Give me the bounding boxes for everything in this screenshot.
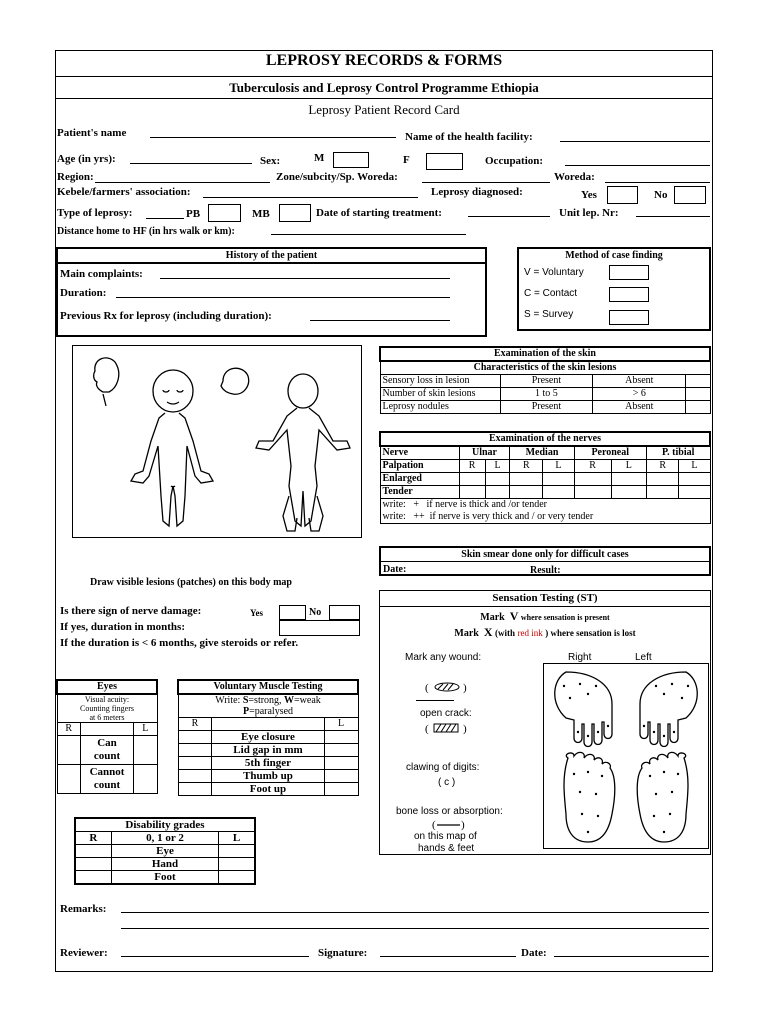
note-write: write: <box>382 499 406 510</box>
eye-cell[interactable] <box>57 736 80 765</box>
sex-m-box[interactable] <box>333 152 369 168</box>
red-ink-text: red ink <box>517 628 543 638</box>
duration-field[interactable] <box>116 297 450 298</box>
tender-label: Tender <box>380 486 459 499</box>
nerve-cell[interactable] <box>459 486 485 499</box>
divider <box>55 98 713 99</box>
skin-exam-table <box>379 346 711 414</box>
col-l: L <box>543 460 574 473</box>
disability-title: Disability grades <box>75 818 255 832</box>
col-l: L <box>485 460 510 473</box>
legend-text: =strong, <box>248 695 285 706</box>
svg-text:): ) <box>463 723 467 735</box>
sex-f-box[interactable] <box>426 153 463 170</box>
nerve-damage-no-box[interactable] <box>329 605 360 620</box>
diagnosed-label: Leprosy diagnosed: <box>431 186 523 198</box>
form-title: LEPROSY RECORDS & FORMS <box>265 52 503 69</box>
skin-row-check[interactable] <box>686 401 710 414</box>
sensation-mark-lost <box>379 625 711 640</box>
cannot-count <box>80 765 133 794</box>
body-map-figures <box>73 346 361 537</box>
cannot-line: Cannot <box>89 766 125 778</box>
divider <box>55 76 713 77</box>
wound-line <box>416 700 454 701</box>
pb-label: PB <box>186 208 201 220</box>
previous-rx-field[interactable] <box>310 320 450 321</box>
right-label: Right <box>568 652 592 663</box>
review-date-field[interactable] <box>554 956 709 957</box>
nerve-cell[interactable] <box>574 486 611 499</box>
diagnosed-no-box[interactable] <box>674 186 706 204</box>
body-map-box[interactable] <box>72 345 362 538</box>
eye-cell[interactable] <box>134 736 157 765</box>
note-text: if nerve is very thick and / or very tender <box>429 511 594 522</box>
legend-text: =paralysed <box>249 706 294 717</box>
col-l: L <box>611 460 646 473</box>
skin-row-label: Number of skin lesions <box>380 388 500 401</box>
diagnosed-no-label: No <box>654 189 668 201</box>
svg-text:(: ( <box>425 682 429 694</box>
open-crack-label: open crack: <box>420 708 472 719</box>
bone-loss-label: bone loss or absorption: <box>396 806 503 817</box>
remarks-field[interactable] <box>121 928 709 929</box>
table-row <box>380 486 710 499</box>
vmt-item: Thumb up <box>212 770 324 783</box>
nerve-exam-title: Examination of the nerves <box>380 432 710 446</box>
nerve-label: Nerve <box>380 446 459 460</box>
skin-row-check[interactable] <box>686 375 710 388</box>
smear-date-label[interactable]: Date: <box>383 564 407 575</box>
nerve-cell[interactable] <box>510 473 543 486</box>
nerve-median: Median <box>510 446 574 460</box>
mb-label: MB <box>252 208 270 220</box>
skin-exam-subtitle: Characteristics of the skin lesions <box>380 361 710 375</box>
on-map-line-2: hands & feet <box>418 843 475 854</box>
skin-row-option[interactable]: > 6 <box>593 388 686 401</box>
mark-text: ) where sensation is lost <box>545 628 636 638</box>
table-row <box>57 736 157 765</box>
grade-cell[interactable] <box>219 845 255 858</box>
reviewer-label: Reviewer: <box>60 947 108 959</box>
col-r: R <box>646 460 679 473</box>
table-row <box>380 401 710 414</box>
card-title: Leprosy Patient Record Card <box>308 102 460 117</box>
table-row <box>178 783 358 796</box>
complaints-field[interactable] <box>160 278 450 279</box>
unit-nr-field[interactable] <box>636 216 710 217</box>
nerve-damage-yes: Yes <box>250 608 263 618</box>
can-count <box>80 736 133 765</box>
table-row <box>75 858 255 871</box>
type-label: Type of leprosy: <box>57 207 133 219</box>
note-write: write: <box>382 511 406 522</box>
nerve-damage-no: No <box>309 607 322 618</box>
mb-box[interactable] <box>279 204 311 222</box>
vmt-item: Eye closure <box>212 731 324 744</box>
nerve-note-2 <box>380 511 710 524</box>
grade-cell[interactable] <box>75 871 111 885</box>
vmt-cell[interactable] <box>178 770 212 783</box>
wound-symbol-icon <box>425 680 470 694</box>
nerve-cell[interactable] <box>485 473 510 486</box>
mark-text: where sensation is present <box>520 613 610 622</box>
eyes-title: Eyes <box>57 680 157 694</box>
patient-name-field[interactable] <box>150 137 396 138</box>
start-date-label: Date of starting treatment: <box>316 207 442 219</box>
nerve-ulnar: Ulnar <box>459 446 510 460</box>
can-line: Can <box>97 737 117 749</box>
diagnosed-yes-box[interactable] <box>607 186 638 204</box>
sensation-mark-present <box>379 609 711 624</box>
age-field[interactable] <box>130 163 252 164</box>
table-row <box>178 744 358 757</box>
skin-row-label: Sensory loss in lesion <box>380 375 500 388</box>
nerve-cell[interactable] <box>646 473 679 486</box>
divider <box>379 561 711 562</box>
vmt-cell[interactable] <box>178 783 212 796</box>
table-row <box>178 757 358 770</box>
crack-symbol-icon <box>425 721 470 735</box>
type-field[interactable] <box>146 218 184 219</box>
col-l: L <box>134 723 157 736</box>
hands-feet-icon <box>544 664 708 848</box>
table-row <box>380 375 710 388</box>
vmt-cell[interactable] <box>324 783 358 796</box>
skin-row-option[interactable]: Absent <box>593 375 686 388</box>
vmt-cell[interactable] <box>324 731 358 744</box>
kebele-label: Kebele/farmers' association: <box>57 186 191 198</box>
note-symbol: ++ <box>413 511 425 522</box>
col-r: R <box>57 723 80 736</box>
left-label: Left <box>635 652 652 663</box>
svg-text:): ) <box>461 819 465 831</box>
divider <box>379 606 711 607</box>
grade-cell[interactable] <box>219 858 255 871</box>
woreda-label: Woreda: <box>554 171 595 183</box>
remarks-field[interactable] <box>121 912 709 913</box>
vmt-cell[interactable] <box>178 757 212 770</box>
acuity-line: Counting fingers <box>80 704 134 713</box>
case-voluntary-box[interactable] <box>609 265 649 280</box>
vmt-cell[interactable] <box>178 744 212 757</box>
vmt-item: Foot up <box>212 783 324 796</box>
distance-label: Distance home to HF (in hrs walk or km): <box>57 226 235 237</box>
svg-text:(: ( <box>432 819 436 831</box>
vmt-cell[interactable] <box>178 731 212 744</box>
grade-cell[interactable] <box>75 858 111 871</box>
vmt-item: 5th finger <box>212 757 324 770</box>
occupation-label: Occupation: <box>485 155 544 167</box>
nerve-note-1 <box>380 499 710 512</box>
col-l: L <box>679 460 710 473</box>
history-title: History of the patient <box>225 250 318 261</box>
nerve-damage-question: Is there sign of nerve damage: <box>60 605 202 617</box>
vmt-table <box>177 679 359 796</box>
col-r: R <box>459 460 485 473</box>
zone-label: Zone/subcity/Sp. Woreda: <box>276 171 398 183</box>
nerve-cell[interactable] <box>543 486 574 499</box>
svg-text:): ) <box>463 682 467 694</box>
eye-cell[interactable] <box>134 765 157 794</box>
nerve-exam-table <box>379 431 711 524</box>
sex-f-label: F <box>403 154 410 166</box>
case-finding-title: Method of case finding <box>565 250 663 261</box>
divider <box>56 262 487 264</box>
previous-rx-label: Previous Rx for leprosy (including duration): <box>60 310 272 322</box>
case-voluntary: V = Voluntary <box>524 267 584 278</box>
col-r: R <box>574 460 611 473</box>
eyes-table <box>56 679 158 794</box>
kebele-field[interactable] <box>203 197 418 198</box>
eyes-acuity <box>57 694 157 723</box>
vmt-cell[interactable] <box>324 770 358 783</box>
clawing-label: clawing of digits: <box>406 762 480 773</box>
note-text: if nerve is thick and /or tender <box>426 499 547 510</box>
start-date-field[interactable] <box>468 216 550 217</box>
vmt-title: Voluntary Muscle Testing <box>178 680 358 694</box>
diagnosed-yes-label: Yes <box>581 189 597 201</box>
smear-result-label[interactable]: Result: <box>530 565 561 576</box>
reviewer-field[interactable] <box>121 956 309 957</box>
mark-word: Mark <box>454 628 479 639</box>
enlarged-label: Enlarged <box>380 473 459 486</box>
legend-text: =weak <box>294 695 321 706</box>
skin-row-check[interactable] <box>686 388 710 401</box>
skin-row-option[interactable]: Absent <box>593 401 686 414</box>
vmt-legend-line <box>181 695 356 706</box>
note-symbol: + <box>413 499 419 510</box>
skin-row-option[interactable]: Present <box>500 401 593 414</box>
col-r: R <box>75 832 111 845</box>
legend-w: W <box>284 695 295 706</box>
col-r: R <box>510 460 543 473</box>
nerve-cell[interactable] <box>510 486 543 499</box>
body-map-caption: Draw visible lesions (patches) on this body map <box>90 577 292 588</box>
complaints-label: Main complaints: <box>60 268 143 280</box>
woreda-field[interactable] <box>605 182 710 183</box>
legend-p: P <box>242 706 250 717</box>
zone-field[interactable] <box>422 182 550 183</box>
svg-text:(: ( <box>425 723 429 735</box>
vmt-item: Lid gap in mm <box>212 744 324 757</box>
grade-cell[interactable] <box>75 845 111 858</box>
nerve-cell[interactable] <box>679 486 710 499</box>
facility-field[interactable] <box>560 141 710 142</box>
grade-item: Hand <box>111 858 218 871</box>
duration-months-box[interactable] <box>279 620 360 636</box>
vmt-legend-line <box>181 706 356 717</box>
nerve-cell[interactable] <box>679 473 710 486</box>
mark-symbol: X <box>483 625 493 639</box>
grade-item: Foot <box>111 871 218 885</box>
sex-m-label: M <box>314 152 325 164</box>
bone-loss-symbol-icon <box>432 817 466 831</box>
unit-nr-label: Unit lep. Nr: <box>559 207 619 219</box>
clawing-symbol: ( c ) <box>438 777 456 788</box>
nerve-damage-yes-box[interactable] <box>279 605 306 620</box>
age-label: Age (in yrs): <box>57 153 116 165</box>
nerve-cell[interactable] <box>485 486 510 499</box>
acuity-line: Visual acuity: <box>84 695 130 704</box>
can-line: count <box>93 750 121 762</box>
grade-cell[interactable] <box>219 871 255 885</box>
remarks-label: Remarks: <box>60 903 107 915</box>
col-l: L <box>324 718 358 731</box>
signature-label: Signature: <box>318 947 368 959</box>
distance-field[interactable] <box>271 234 466 235</box>
sex-label: Sex: <box>260 155 281 167</box>
eye-cell[interactable] <box>57 765 80 794</box>
palpation-label: Palpation <box>380 460 459 473</box>
smear-title: Skin smear done only for difficult cases <box>461 549 629 560</box>
legend-text: Write: <box>215 695 243 706</box>
pb-box[interactable] <box>208 204 241 222</box>
duration-label: Duration: <box>60 287 107 299</box>
nerve-cell[interactable] <box>459 473 485 486</box>
table-row <box>380 473 710 486</box>
region-field[interactable] <box>95 182 270 183</box>
acuity-line: at 6 meters <box>89 713 125 722</box>
skin-row-option[interactable]: 1 to 5 <box>500 388 593 401</box>
col-r: R <box>178 718 212 731</box>
skin-exam-title: Examination of the skin <box>380 347 710 361</box>
disability-table <box>74 817 256 885</box>
nerve-cell[interactable] <box>611 486 646 499</box>
vmt-cell[interactable] <box>324 744 358 757</box>
grades-label: 0, 1 or 2 <box>111 832 218 845</box>
table-row <box>75 871 255 885</box>
nerve-cell[interactable] <box>646 486 679 499</box>
cannot-line: count <box>93 779 121 791</box>
table-row <box>178 731 358 744</box>
duration-months-label: If yes, duration in months: <box>60 621 185 633</box>
nerve-cell[interactable] <box>574 473 611 486</box>
case-contact: C = Contact <box>524 288 578 299</box>
sensation-title: Sensation Testing (ST) <box>492 592 598 604</box>
review-date-label: Date: <box>521 947 547 959</box>
vmt-cell[interactable] <box>324 757 358 770</box>
signature-field[interactable] <box>380 956 516 957</box>
region-label: Region: <box>57 171 94 183</box>
col-l: L <box>219 832 255 845</box>
occupation-field[interactable] <box>565 165 710 166</box>
grade-item: Eye <box>111 845 218 858</box>
case-survey-box[interactable] <box>609 310 649 325</box>
table-row <box>380 388 710 401</box>
case-contact-box[interactable] <box>609 287 649 302</box>
on-map-line-1: on this map of <box>414 831 477 842</box>
hands-feet-map[interactable] <box>543 663 709 849</box>
wound-label: Mark any wound: <box>405 652 482 663</box>
nerve-peroneal: Peroneal <box>574 446 646 460</box>
skin-row-label: Leprosy nodules <box>380 401 500 414</box>
table-row <box>178 770 358 783</box>
nerve-cell[interactable] <box>543 473 574 486</box>
table-row <box>75 845 255 858</box>
facility-label: Name of the health facility: <box>405 131 533 143</box>
mark-word: Mark <box>480 612 505 623</box>
nerve-tibial: P. tibial <box>646 446 710 460</box>
legend-s: S <box>242 695 249 706</box>
programme-title: Tuberculosis and Leprosy Control Programme Ethiopia <box>229 80 539 95</box>
skin-row-option[interactable]: Present <box>500 375 593 388</box>
mark-symbol: V <box>509 609 519 623</box>
mark-text: (with <box>495 628 516 638</box>
patient-name-label: Patient's name <box>57 127 127 139</box>
case-survey: S = Survey <box>524 309 574 320</box>
table-row <box>57 765 157 794</box>
nerve-cell[interactable] <box>611 473 646 486</box>
steroids-note: If the duration is < 6 months, give steroids or refer. <box>60 637 299 649</box>
vmt-legend <box>178 694 358 718</box>
